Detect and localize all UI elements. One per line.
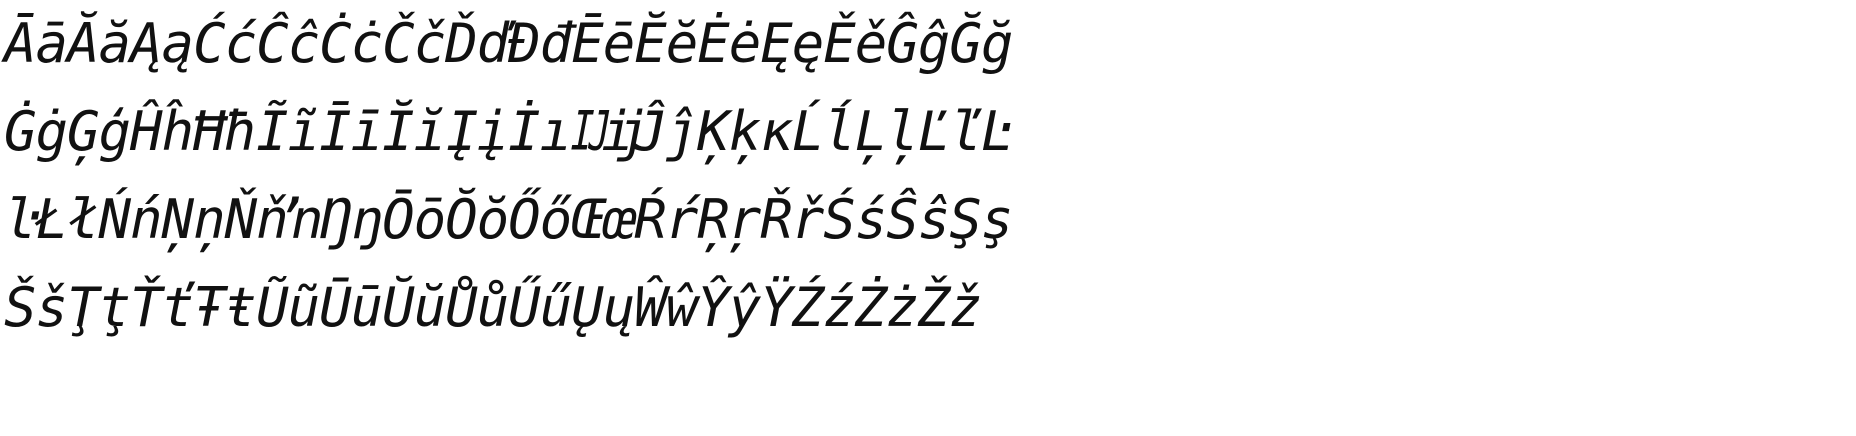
glyph-line-3: ŀŁłŃńŅņŇňŉŊŋŌōŎŏŐőŒœŔŕŖŗŘřŚśŜŝŞş [4, 188, 1013, 251]
glyph-line-2: ĠġĢģĤĥĦħĨĩĪīĬĭĮįİıĲĳĴĵĶķĸĹĺĻļĽľĿ [4, 100, 1013, 163]
glyph-line-4: ŠšŢţŤťŦŧŨũŪūŬŭŮůŰűŲųŴŵŶŷŸŹźŻżŽž [4, 276, 981, 339]
glyph-line-1: ĀāĂăĄąĆćĈĉĊċČčĎďĐđĒēĔĕĖėĘęĚěĜĝĞğ [4, 12, 1013, 75]
